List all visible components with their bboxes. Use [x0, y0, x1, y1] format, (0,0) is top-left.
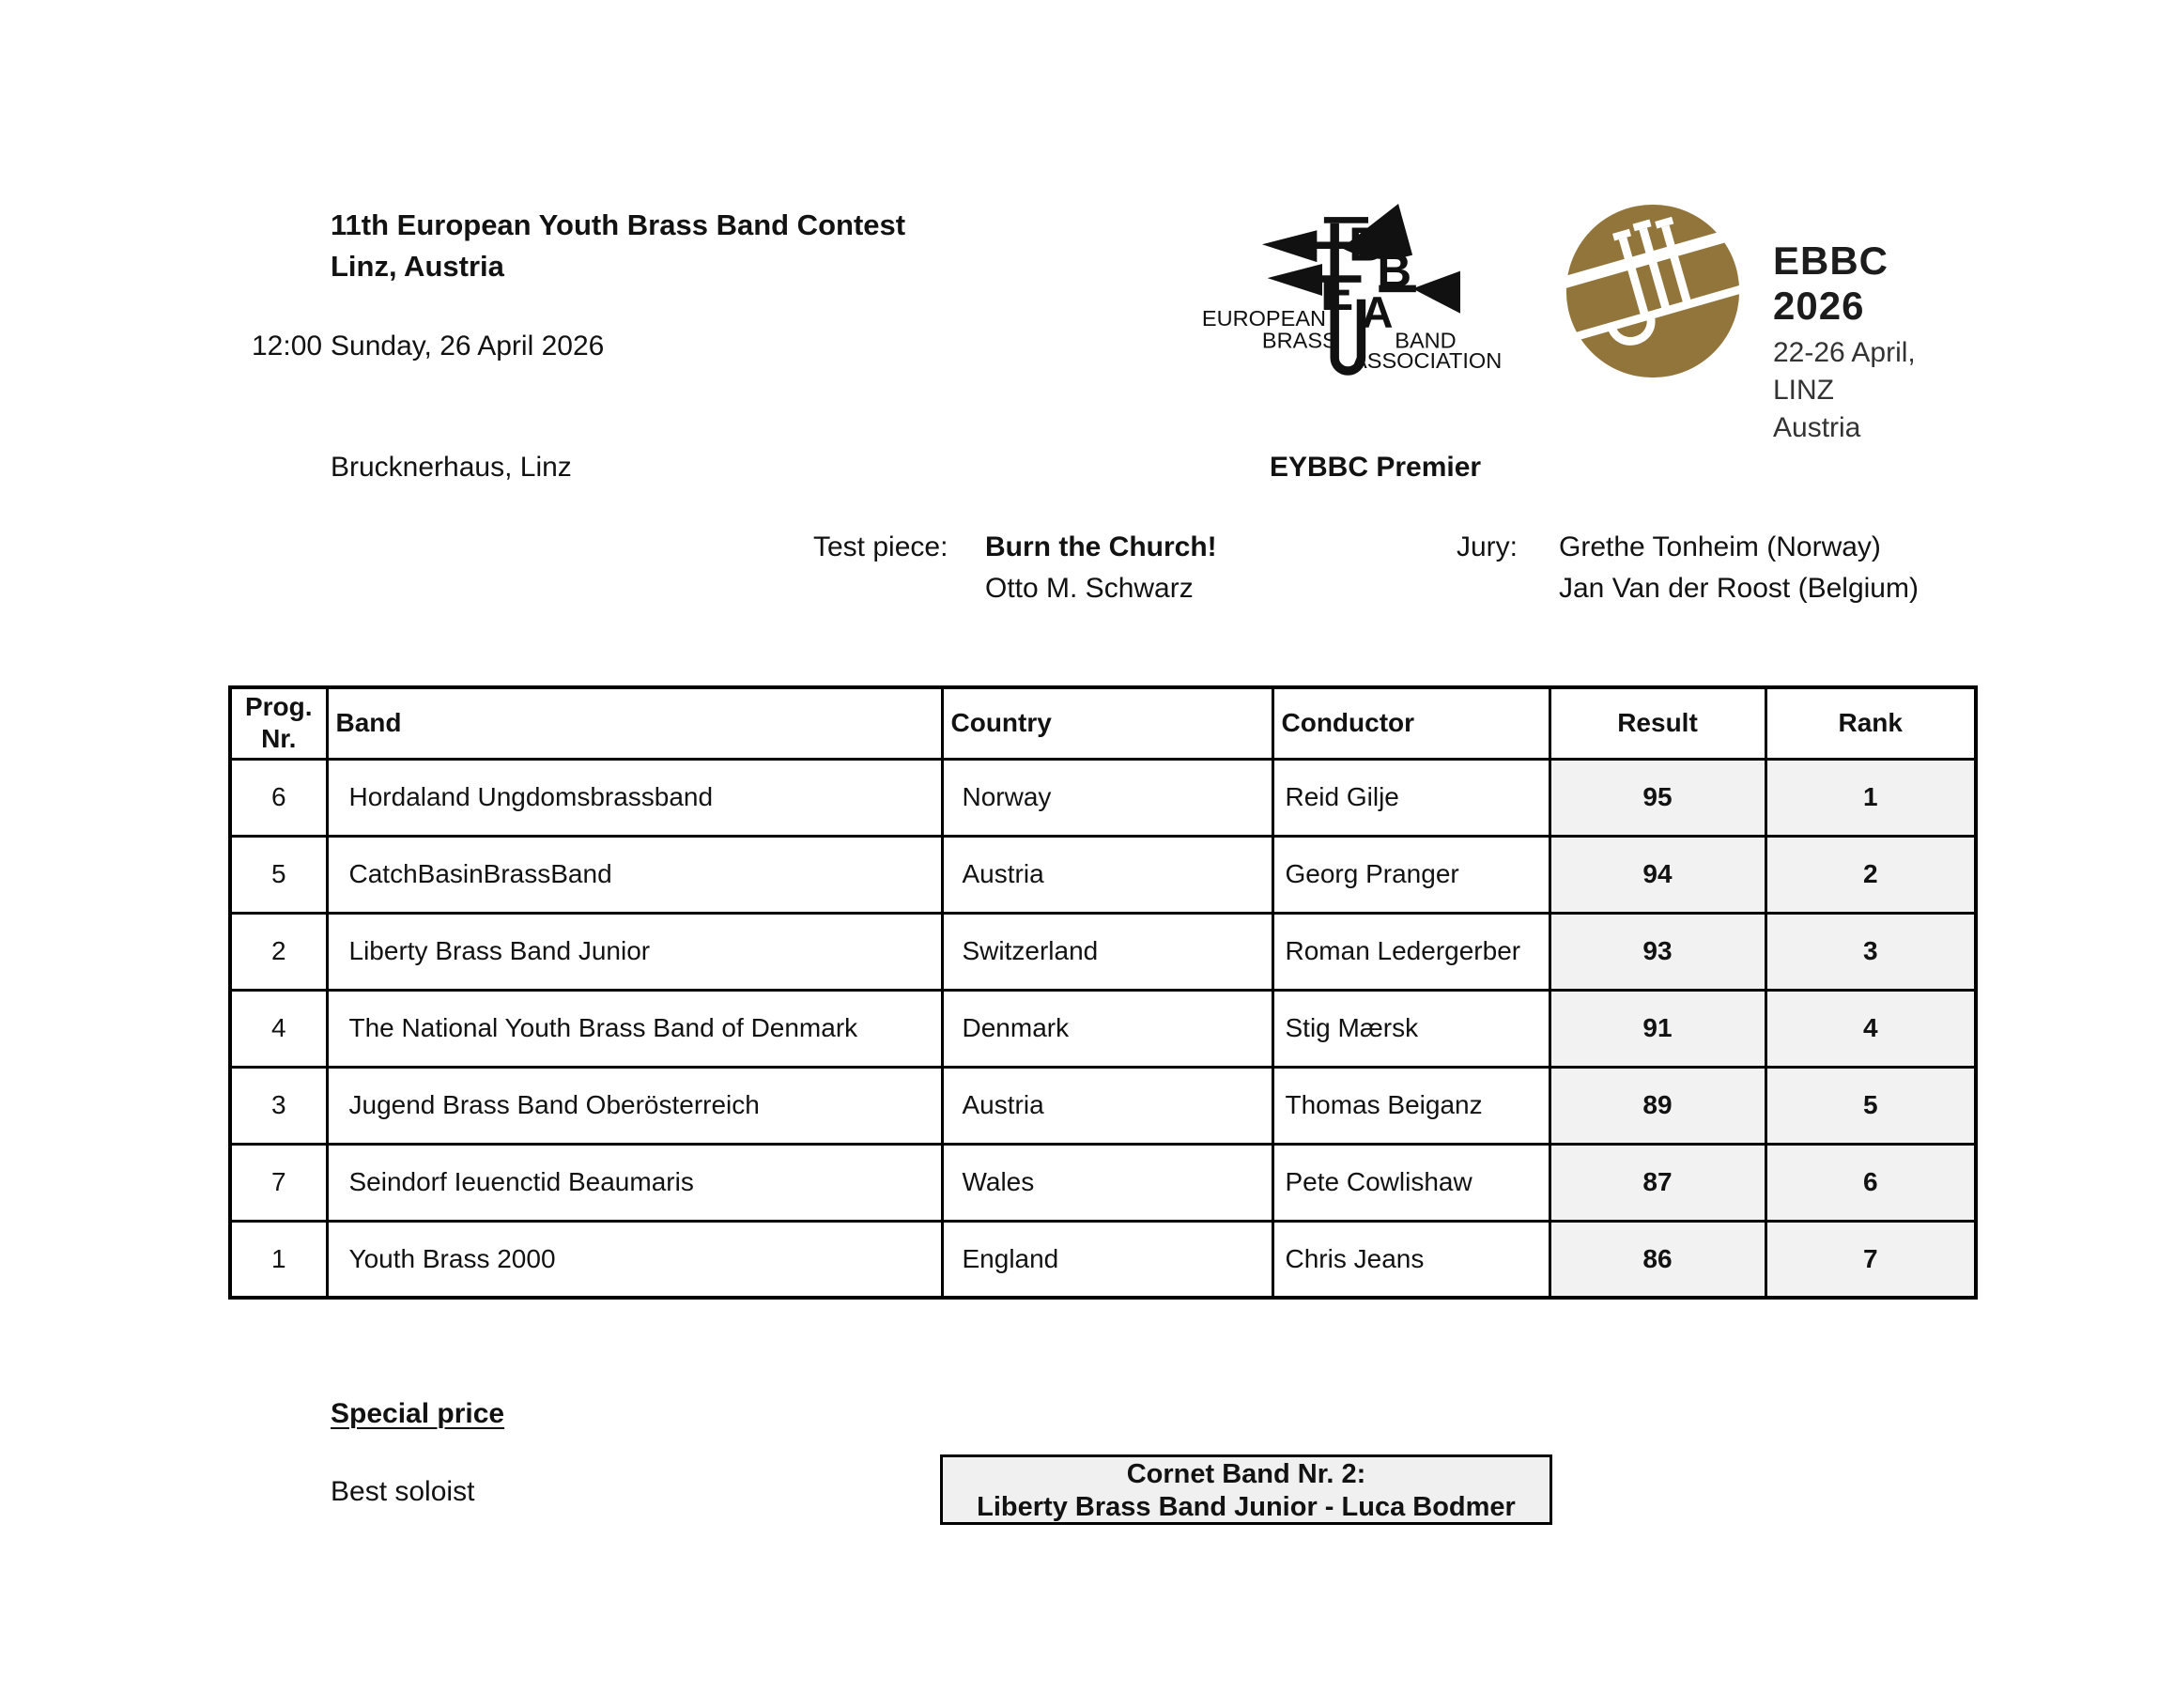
prog-nr-cell: 7 — [230, 1144, 327, 1221]
country-cell: Austria — [942, 836, 1272, 913]
result-cell: 94 — [1550, 836, 1765, 913]
ebba-word-european: EUROPEAN — [1201, 305, 1327, 331]
table-row — [230, 1067, 1976, 1144]
band-cell: Seindorf Ieuenctid Beaumaris — [327, 1144, 942, 1221]
country-cell: Norway — [942, 759, 1272, 836]
table-row — [230, 1221, 1976, 1298]
ebba-letter: A — [1361, 286, 1394, 337]
result-cell: 89 — [1550, 1067, 1765, 1144]
best-soloist-label: Best soloist — [331, 1476, 475, 1507]
result-cell: 93 — [1550, 913, 1765, 990]
rank-cell: 5 — [1765, 1067, 1976, 1144]
rank-cell: 4 — [1765, 990, 1976, 1067]
winner-line-1: Cornet Band Nr. 2: — [1126, 1459, 1366, 1489]
ebba-letter: E — [1320, 266, 1354, 322]
test-piece-label: Test piece: — [813, 531, 948, 562]
conductor-cell: Roman Ledergerber — [1272, 913, 1550, 990]
header-prog-nr: Prog. Nr. — [230, 687, 327, 759]
contest-location: Linz, Austria — [331, 250, 504, 283]
trumpet-bell-icon — [1268, 264, 1322, 296]
result-cell: 91 — [1550, 990, 1765, 1067]
country-cell: England — [942, 1221, 1272, 1298]
header-country: Country — [942, 687, 1272, 759]
category-title: EYBBC Premier — [1270, 452, 1482, 483]
ebbc-dates: 22-26 April, LINZ — [1773, 337, 1916, 406]
venue: Brucknerhaus, Linz — [331, 452, 572, 483]
band-cell: Youth Brass 2000 — [327, 1221, 942, 1298]
conductor-cell: Stig Mærsk — [1272, 990, 1550, 1067]
test-piece-composer: Otto M. Schwarz — [985, 573, 1194, 604]
jury-member: Jan Van der Roost (Belgium) — [1559, 573, 1919, 604]
ebba-logo — [1200, 192, 1536, 397]
header-rank: Rank — [1765, 687, 1976, 759]
band-cell: CatchBasinBrassBand — [327, 836, 942, 913]
header-result: Result — [1550, 687, 1765, 759]
prog-nr-cell: 1 — [230, 1221, 327, 1298]
title-block — [331, 205, 905, 287]
ebba-word-brass: BRASS — [1261, 328, 1337, 353]
band-cell: Jugend Brass Band Oberösterreich — [327, 1067, 942, 1144]
header-conductor: Conductor — [1272, 687, 1550, 759]
band-cell: Hordaland Ungdomsbrassband — [327, 759, 942, 836]
prog-nr-cell: 6 — [230, 759, 327, 836]
rank-cell: 6 — [1765, 1144, 1976, 1221]
jury-member: Grethe Tonheim (Norway) — [1559, 531, 1881, 562]
ebba-word-band: BAND — [1395, 328, 1457, 353]
conductor-cell: Pete Cowlishaw — [1272, 1144, 1550, 1221]
rank-cell: 7 — [1765, 1221, 1976, 1298]
results-table — [228, 685, 1978, 1300]
result-cell: 87 — [1550, 1144, 1765, 1221]
band-cell: Liberty Brass Band Junior — [327, 913, 942, 990]
trumpet-bell-icon — [1262, 230, 1317, 262]
country-cell: Wales — [942, 1144, 1272, 1221]
session-date: Sunday, 26 April 2026 — [331, 331, 605, 362]
best-soloist-winner-box — [940, 1454, 1552, 1525]
conductor-cell: Reid Gilje — [1272, 759, 1550, 836]
rank-cell: 2 — [1765, 836, 1976, 913]
ebbc-text-block — [1773, 239, 1955, 447]
prog-nr-cell: 2 — [230, 913, 327, 990]
results-table-body — [230, 759, 1976, 1298]
test-piece-title: Burn the Church! — [985, 531, 1217, 562]
special-price-heading: Special price — [331, 1398, 505, 1429]
result-cell: 86 — [1550, 1221, 1765, 1298]
session-time: 12:00 — [252, 331, 323, 362]
header-band: Band — [327, 687, 942, 759]
ebbc-title: EBBC 2026 — [1773, 239, 1889, 328]
country-cell: Switzerland — [942, 913, 1272, 990]
prog-nr-cell: 4 — [230, 990, 327, 1067]
table-row — [230, 759, 1976, 836]
prog-nr-cell: 5 — [230, 836, 327, 913]
ebba-letter: B — [1377, 243, 1412, 298]
country-cell: Austria — [942, 1067, 1272, 1144]
result-cell: 95 — [1550, 759, 1765, 836]
trumpet-bell-icon — [1412, 271, 1460, 314]
conductor-cell: Chris Jeans — [1272, 1221, 1550, 1298]
ebbc-trumpet-icon — [1561, 199, 1745, 383]
table-row — [230, 913, 1976, 990]
conductor-cell: Thomas Beiganz — [1272, 1067, 1550, 1144]
table-row — [230, 836, 1976, 913]
table-header-row — [230, 687, 1976, 759]
rank-cell: 1 — [1765, 759, 1976, 836]
conductor-cell: Georg Pranger — [1272, 836, 1550, 913]
country-cell: Denmark — [942, 990, 1272, 1067]
ebba-letter: B — [1349, 217, 1384, 271]
table-row — [230, 990, 1976, 1067]
rank-cell: 3 — [1765, 913, 1976, 990]
ebbc-logo — [1561, 199, 1955, 443]
band-cell: The National Youth Brass Band of Denmark — [327, 990, 942, 1067]
ebba-word-association: ASSOCIATION — [1352, 348, 1503, 374]
prog-nr-cell: 3 — [230, 1067, 327, 1144]
ebbc-country: Austria — [1773, 412, 1861, 443]
contest-title: 11th European Youth Brass Band Contest — [331, 208, 906, 241]
winner-line-2: Liberty Brass Band Junior - Luca Bodmer — [977, 1492, 1516, 1522]
table-row — [230, 1144, 1976, 1221]
jury-label: Jury: — [1457, 531, 1519, 562]
